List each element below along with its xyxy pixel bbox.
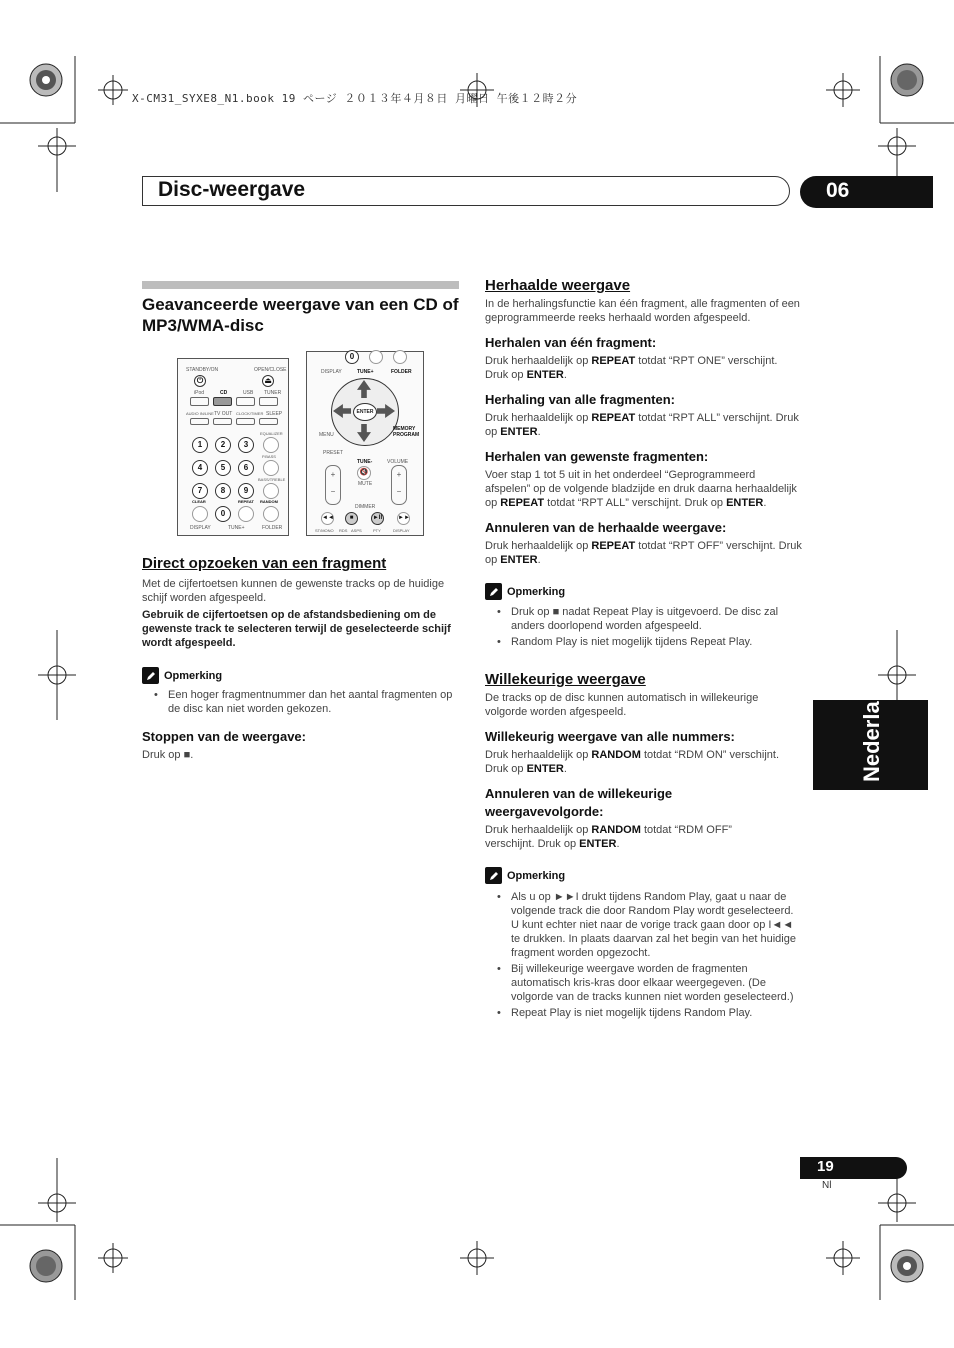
digit-2-button: 2	[215, 437, 231, 453]
left-section	[142, 294, 459, 336]
volume-rocker: + −	[391, 465, 407, 505]
label-asps: ASPS	[351, 528, 362, 533]
note-item: • Een hoger fragmentnummer dan het aantal fragmenten op de disc kan niet worden gekozen.	[142, 688, 459, 716]
remote-illustration-right	[306, 351, 424, 536]
p-bass-button	[263, 460, 279, 476]
label-clear: CLEAR	[192, 499, 206, 504]
label-folder-r: FOLDER	[391, 369, 412, 375]
label-memory: MEMORY	[393, 426, 416, 432]
random-notes	[485, 890, 803, 1020]
play-pause-icon: ►II	[371, 512, 384, 525]
random-button	[263, 506, 279, 522]
repeat-intro: In de herhalingsfunctie kan één fragment, alle fragmenten of een geprogrammeerde reeks herhaald worden afgespeeld.	[485, 298, 800, 324]
note-item: • Repeat Play is niet mogelijk tijdens Random Play.	[485, 1006, 803, 1020]
label-tv-out: TV OUT	[214, 411, 233, 417]
repeat-cancel-text: Druk herhaaldelijk op REPEAT totdat “RPT OFF” verschijnt. Druk op ENTER.	[485, 540, 802, 566]
label-cd: CD	[220, 390, 228, 396]
digit-1-button: 1	[192, 437, 208, 453]
repeat-note-heading	[485, 583, 803, 600]
repeat-notes	[485, 605, 803, 649]
label-standby: STANDBY/ON	[186, 367, 219, 373]
label-dimmer: DIMMER	[355, 504, 376, 510]
label-folder: FOLDER	[262, 525, 283, 531]
previous-icon: ◄◄	[321, 512, 334, 525]
random-intro: De tracks op de disc kunnen automatisch in willekeurige volgorde worden afgespeeld.	[485, 692, 759, 718]
page-language: Nl	[822, 1180, 832, 1191]
random-heading: Willekeurige weergave	[485, 671, 646, 688]
random-all-heading: Willekeurig weergave van alle nummers:	[485, 729, 735, 744]
crosshair-bottom-center	[460, 1241, 494, 1275]
preset-rocker: + −	[325, 465, 341, 505]
label-st-mono: ST/MONO	[315, 528, 334, 533]
label-bass-treble: BASS/TREBLE	[258, 477, 286, 482]
random-cancel-text: Druk herhaaldelijk op RANDOM totdat “RDM OFF” verschijnt. Druk op ENTER.	[485, 824, 732, 850]
language-side-tab	[813, 662, 928, 790]
label-equalizer: EQUALIZER	[260, 431, 283, 436]
label-pty: PTY	[373, 528, 381, 533]
repeat-all-text: Druk herhaaldelijk op REPEAT totdat “RPT ALL” verschijnt. Druk op ENTER.	[485, 412, 799, 438]
label-audio-in: AUDIO IN/LINE	[186, 411, 214, 416]
remote-illustration-left	[177, 358, 289, 536]
note-label: Opmerking	[507, 869, 566, 882]
language-label: Nederlands	[859, 662, 884, 782]
random-section	[485, 671, 803, 1022]
crosshair-top-right	[826, 73, 860, 107]
color-wheel-top-left	[30, 64, 62, 96]
mute-icon: 🔇	[357, 466, 371, 480]
label-tuner: TUNER	[264, 390, 282, 396]
equalizer-button	[263, 437, 279, 453]
pencil-icon	[142, 667, 159, 684]
section-heading: Geavanceerde weergave van een CD of MP3/WMA-disc	[142, 295, 459, 335]
digit-0-top-button: 0	[345, 350, 359, 364]
label-tune-plus: TUNE+	[228, 525, 245, 531]
random-note-heading	[485, 867, 803, 884]
clear-button	[192, 506, 208, 522]
stop-heading: Stoppen van de weergave:	[142, 729, 306, 744]
crosshair-top-left	[98, 75, 128, 105]
repeat-one-text: Druk herhaaldelijk op REPEAT totdat “RPT ONE” verschijnt. Druk op ENTER.	[485, 355, 778, 381]
repeat-program-text: Voer stap 1 tot 5 uit in het onderdeel “Geprogrammeerd afspelen” op de volgende bladzijde en druk daarna herhaaldelijk op REPEAT totdat “RPT ALL” verschijnt. Druk op ENTER.	[485, 469, 797, 509]
source-buttons	[190, 397, 278, 406]
open-close-button: ⏏	[262, 375, 274, 387]
digit-8-button: 8	[215, 483, 231, 499]
digit-3-button: 3	[238, 437, 254, 453]
chapter-title: Disc-weergave	[158, 178, 306, 201]
label-usb: USB	[243, 390, 254, 396]
pencil-icon	[485, 583, 502, 600]
crosshair-bottom-right	[826, 1241, 860, 1275]
digit-7-button: 7	[192, 483, 208, 499]
label-p-bass: P.BASS	[262, 454, 276, 459]
crosshair-bottom-left	[98, 1243, 128, 1273]
repeat-all-heading: Herhaling van alle fragmenten:	[485, 392, 675, 407]
pencil-icon	[485, 867, 502, 884]
top-button-b	[393, 350, 407, 364]
label-repeat: REPEAT	[238, 499, 254, 504]
label-display-r: DISPLAY	[321, 369, 342, 375]
label-rds: RDS	[339, 528, 348, 533]
direct-instruction: Gebruik de cijfertoetsen op de afstandsbediening om de gewenste track te selecteren terwijl de geselecteerde schijf wordt afgespeeld.	[142, 609, 451, 649]
crosshair-left-bottom	[38, 1158, 76, 1222]
digit-6-button: 6	[238, 460, 254, 476]
label-menu: MENU	[319, 432, 334, 438]
color-wheel-bottom-left	[30, 1250, 62, 1282]
function-buttons	[190, 418, 278, 425]
label-mute: MUTE	[358, 481, 373, 487]
repeat-program-heading: Herhalen van gewenste fragmenten:	[485, 449, 709, 464]
label-random: RANDOM	[260, 499, 278, 504]
label-program: PROGRAM	[393, 432, 420, 438]
note-label: Opmerking	[507, 585, 566, 598]
color-wheel-top-right	[891, 64, 923, 96]
digit-4-button: 4	[192, 460, 208, 476]
digit-9-button: 9	[238, 483, 254, 499]
label-ipod: iPod	[194, 390, 205, 396]
direct-heading: Direct opzoeken van een fragment	[142, 555, 387, 572]
label-open-close: OPEN/CLOSE	[254, 367, 287, 373]
direct-notes	[142, 688, 459, 716]
top-button-a	[369, 350, 383, 364]
enter-button: ENTER	[353, 403, 377, 421]
stop-icon: ■	[345, 512, 358, 525]
direct-intro: Met de cijfertoetsen kunnen de gewenste tracks op de huidige schijf worden afgespeeld.	[142, 578, 445, 604]
random-cancel-heading: Annuleren van de willekeurige weergavevolgorde:	[485, 786, 673, 819]
stop-text: Druk op ■.	[142, 749, 194, 761]
chapter-number-badge: 06	[800, 176, 933, 208]
note-item: • Bij willekeurige weergave worden de fragmenten automatisch kris-kras door elkaar weergegeven. (De volgorde van de tracks kunnen niet worden geselecteerd.)	[485, 962, 803, 1004]
digit-5-button: 5	[215, 460, 231, 476]
standby-button: ⏻	[194, 375, 206, 387]
label-sleep: SLEEP	[266, 411, 283, 417]
note-heading	[142, 667, 459, 684]
note-item: • Random Play is niet mogelijk tijdens Repeat Play.	[485, 635, 803, 649]
next-icon: ►►	[397, 512, 410, 525]
label-clock-timer: CLOCK/TIMER	[236, 411, 264, 416]
random-all-text: Druk herhaaldelijk op RANDOM totdat “RDM ON” verschijnt. Druk op ENTER.	[485, 749, 780, 775]
label-preset: PRESET	[323, 450, 344, 456]
label-tune-plus-r: TUNE+	[357, 369, 374, 375]
bass-treble-button	[263, 483, 279, 499]
crosshair-left-mid	[38, 630, 76, 720]
color-wheel-bottom-right	[891, 1250, 923, 1282]
label-volume: VOLUME	[387, 459, 409, 465]
repeat-section	[485, 277, 803, 651]
label-tune-minus: TUNE-	[357, 459, 373, 465]
note-item: • Druk op ■ nadat Repeat Play is uitgevoerd. De disc zal anders doorlopend worden afgespeeld.	[485, 605, 803, 633]
digit-0-button: 0	[215, 506, 231, 522]
repeat-one-heading: Herhalen van één fragment:	[485, 335, 657, 350]
repeat-button	[238, 506, 254, 522]
direct-section	[142, 555, 459, 762]
repeat-cancel-heading: Annuleren van de herhaalde weergave:	[485, 520, 727, 535]
section-rule	[142, 281, 459, 289]
print-header: X-CM31_SYXE8_N1.book 19 ページ ２０１３年４月８日 月曜日 午後１２時２分	[132, 92, 578, 105]
note-item: • Als u op ►►I drukt tijdens Random Play, gaat u naar de volgende track die door Random Play wordt geselecteerd. U kunt echter niet naar de vorige track gaan door op I◄◄ te drukken. In plaats daarvan zal het begin van het huidige fragment worden opgezocht.	[485, 890, 803, 960]
crosshair-left-top	[38, 128, 76, 192]
note-label: Opmerking	[164, 669, 223, 682]
page-number: 19	[800, 1157, 907, 1179]
repeat-heading: Herhaalde weergave	[485, 277, 631, 294]
label-display: DISPLAY	[190, 525, 211, 531]
label-display-2: DISPLAY	[393, 528, 410, 533]
